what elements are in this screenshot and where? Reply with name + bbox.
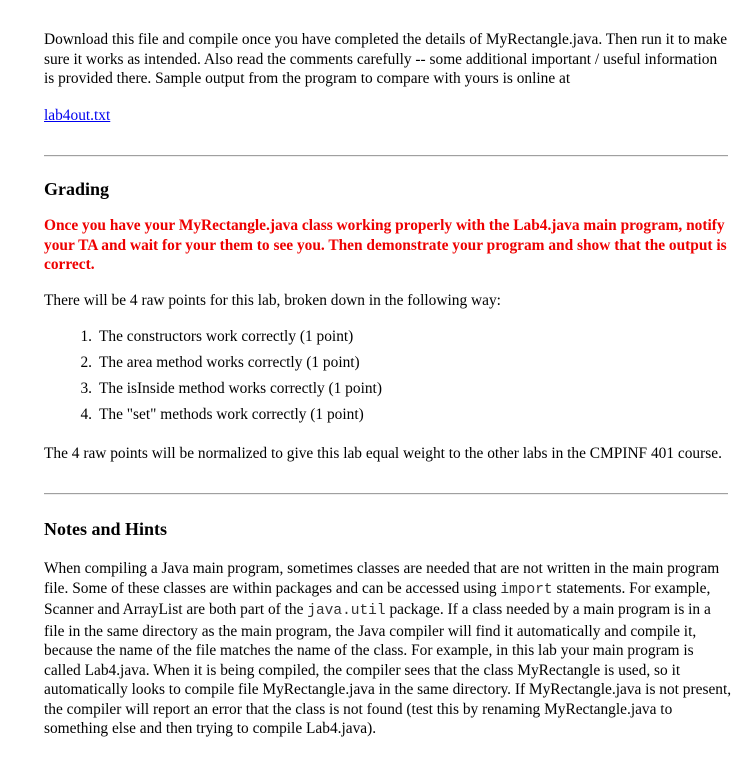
grading-criteria-list (44, 327, 382, 431)
notes-text-part: statements. For example, Scanner and ArrayList are both part of the (44, 579, 711, 618)
notes-paragraph (44, 559, 734, 739)
divider (44, 155, 728, 157)
list-item-number: 3. (80, 380, 92, 397)
grading-heading: Grading (44, 179, 110, 199)
list-item-text: The isInside method works correctly (1 point) (99, 380, 382, 397)
divider (44, 493, 728, 495)
intro-paragraph: Download this file and compile once you have completed the details of MyRectangle.java. Then run it to make sure it works as intended. Also read the comments carefully -- some additional important / useful information is provided there. Sample output from the program to compare with yours is online at (44, 31, 728, 87)
list-item (44, 327, 382, 347)
java-util-package: java.util (307, 603, 386, 619)
normalization-note: The 4 raw points will be normalized to give this lab equal weight to the other labs in the CMPINF 401 course. (44, 445, 722, 462)
list-item-text: The constructors work correctly (1 point) (99, 328, 354, 345)
list-item-text: The "set" methods work correctly (1 point) (99, 406, 364, 423)
notes-text-part: When compiling a Java main program, sometimes classes are needed that are not written in the main program file. Some of these classes are within packages and can be accessed using (44, 560, 720, 597)
list-item-number: 2. (80, 354, 92, 371)
list-item-number: 4. (80, 406, 92, 423)
list-item-number: 1. (80, 328, 92, 345)
notes-heading: Notes and Hints (44, 519, 168, 539)
ta-instructions-note: Once you have your MyRectangle.java class working properly with the Lab4.java main program, notify your TA and wait for your them to see you. Then demonstrate your program and show that the output is correct. (44, 217, 727, 273)
list-item (44, 353, 382, 373)
lab4out-link[interactable]: lab4out.txt (44, 107, 111, 124)
raw-points-intro: There will be 4 raw points for this lab, broken down in the following way: (44, 292, 501, 309)
list-item (44, 405, 382, 425)
list-item (44, 379, 382, 399)
import-keyword: import (500, 581, 553, 598)
notes-text-part: package. If a class needed by a main program is in a file in the same directory as the main program, the Java compiler will find it automatically and compile it, because the name of the file matches the name of the class. For example, in this lab your main program is called Lab4.java. When it is being compiled, the compiler sees that the class MyRectangle is used, so it automatically looks to compile file MyRectangle.java in the same directory. If MyRectangle.java is not present, the compiler will report an error that the class is not found (test this by renaming MyRectangle.java to something else and then trying to compile Lab4.java). (44, 601, 732, 737)
list-item-text: The area method works correctly (1 point) (99, 354, 360, 371)
